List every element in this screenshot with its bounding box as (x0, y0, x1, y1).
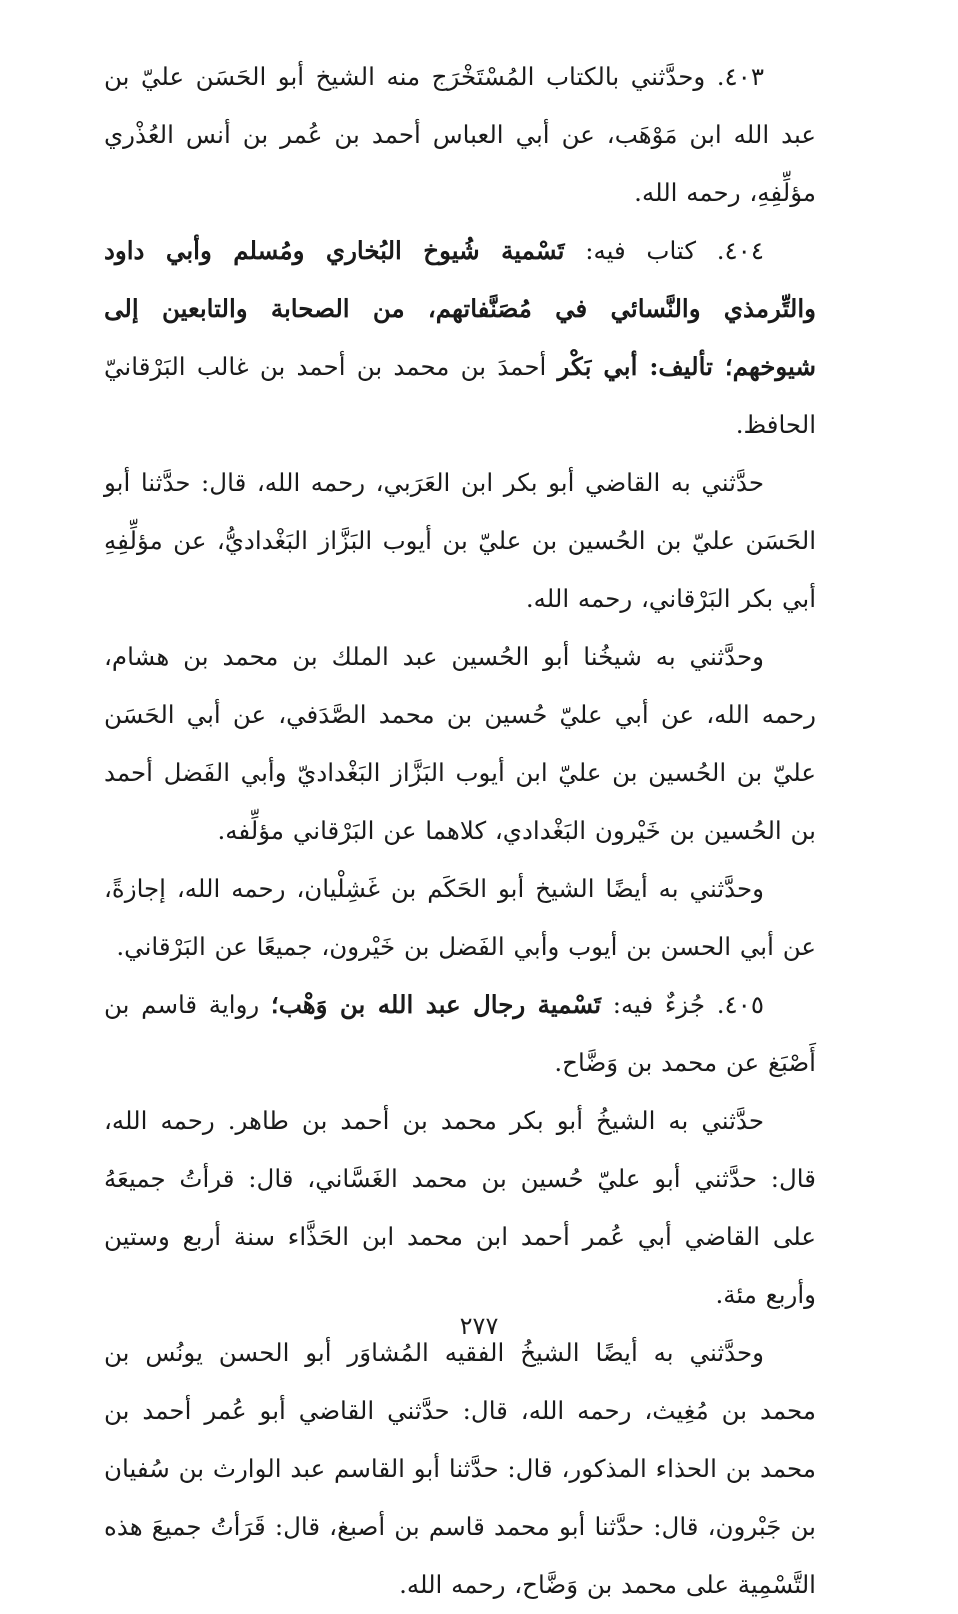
paragraph-text: وحدَّثني به أيضًا الشيخُ الفقيه المُشاوَر أبو الحسن يونُس بن محمد بن مُغِيث، رحمه الله، قال: حدَّثني القاضي أبو عُمر أحمد بن محمد بن الحذاء المذكور، قال: حدَّثنا أبو القاسم عبد الوارث بن سُفيان بن جَبْرون، قال: حدَّثنا أبو محمد قاسم بن أصبغ، قال: قَرَأتُ جميعَ هذه التَّسْمِية على محمد بن وَضَّاح، رحمه الله. (104, 1338, 816, 1599)
page-number: ٢٧٧ (459, 1312, 499, 1340)
paragraph-text: وحدَّثني به أيضًا الشيخ أبو الحَكَم بن غَشِلْيان، رحمه الله، إجازةً، عن أبي الحسن بن أيوب وأبي الفَضل بن خَيْرون، جميعًا عن البَرْقاني. (104, 874, 816, 961)
entry-number: ٤٠٥. (716, 990, 764, 1019)
entry-title: تَسْمية شُيوخ البُخاري ومُسلم وأبي داود والتِّرمذي والنَّسائي في مُصَنَّفاتهم، من الصحابة والتابعين إلى شيوخهم؛ تأليف: أبي بَكْر (104, 236, 816, 381)
entry-title: تَسْمية رجال عبد الله بن وَهْب؛ (270, 990, 602, 1019)
paragraph-text: حدَّثني به الشيخُ أبو بكر محمد بن أحمد بن طاهر. رحمه الله، قال: حدَّثني أبو عليّ حُسين بن محمد الغَسَّاني، قال: قرأتُ جميعَهُ على القاضي أبي عُمر أحمد ابن محمد ابن الحَذَّاء سنة أربع وستين وأربع مئة. (104, 1106, 816, 1309)
book-page (104, 44, 816, 1599)
entry-text: وحدَّثني بالكتاب المُسْتَخْرَج منه الشيخ أبو الحَسَن عليّ بن عبد الله ابن مَوْهَب، عن أبي العباس أحمد بن عُمر بن أنس العُذْري مؤلِّفِهِ، رحمه الله. (104, 62, 816, 207)
paragraph-text: حدَّثني به القاضي أبو بكر ابن العَرَبي، رحمه الله، قال: حدَّثنا أبو الحَسَن عليّ بن الحُسين بن عليّ بن أيوب البَزَّاز البَغْداديُّ، عن مؤلِّفِهِ أبي بكر البَرْقاني، رحمه الله. (104, 468, 816, 613)
paragraph (104, 1324, 816, 1614)
entry-suffix: رواية قاسم بن أَصْبَغ عن محمد بن وَضَّاح. (104, 990, 816, 1077)
paragraph (104, 454, 816, 628)
entry-403 (104, 48, 816, 222)
paragraph (104, 628, 816, 860)
entry-404 (104, 222, 816, 454)
entry-number: ٤٠٣. (716, 62, 764, 91)
entry-405 (104, 976, 816, 1092)
paragraph (104, 860, 816, 976)
entry-prefix: كتاب فيه: (585, 236, 696, 265)
entry-prefix: جُزءٌ فيه: (612, 990, 706, 1019)
entry-suffix: أحمدَ بن محمد بن أحمد بن غالب البَرْقانيّ الحافظ. (104, 352, 816, 439)
paragraph-text: وحدَّثني به شيخُنا أبو الحُسين عبد الملك بن محمد بن هشام، رحمه الله، عن أبي عليّ حُسين بن محمد الصَّدَفي، عن أبي الحَسَن عليّ بن الحُسين بن عليّ ابن أيوب البَزَّاز البَغْداديّ وأبي الفَضل أحمد بن الحُسين بن خَيْرون البَغْدادي، كلاهما عن البَرْقاني مؤلِّفه. (104, 642, 816, 845)
entry-number: ٤٠٤. (716, 236, 764, 265)
paragraph (104, 1092, 816, 1324)
